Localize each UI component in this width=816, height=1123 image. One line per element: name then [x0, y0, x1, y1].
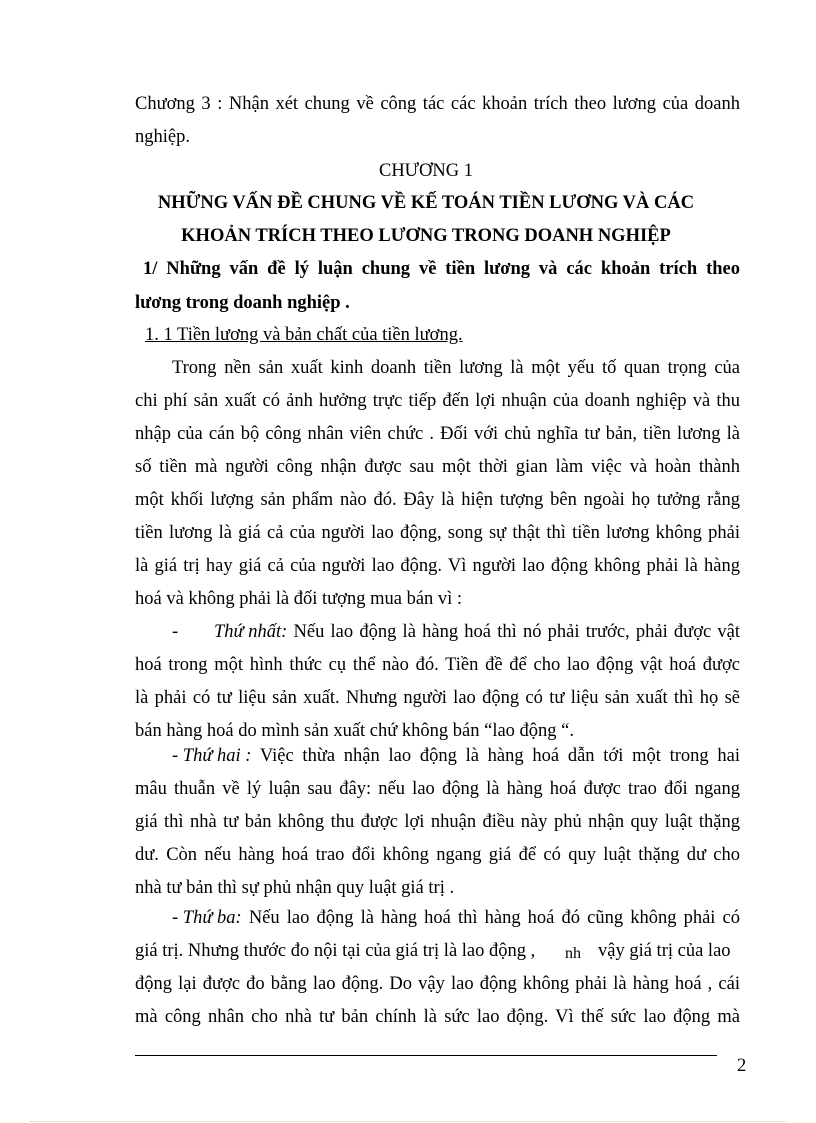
paragraph-line: hoá và không phải là đối tượng mua bán vì :	[135, 589, 463, 609]
bullet-text: Nếu lao động là hàng hoá thì nó phải trước, phải được vật	[287, 622, 740, 642]
paragraph-line: động lại được đo bằng lao động. Do vậy lao động không phải là hàng hoá , cái	[135, 974, 740, 994]
paragraph-line: dư. Còn nếu hàng hoá trao đổi không ngang giá để có quy luật thặng dư cho	[135, 845, 740, 865]
bullet-lead: - Thứ ba:	[172, 908, 242, 928]
paragraph-line: mâu thuẫn về lý luận sau đây: nếu lao động là hàng hoá được trao đổi ngang	[135, 779, 740, 799]
paragraph-line: là phải có tư liệu sản xuất. Nhưng người lao động có tư liệu sản xuất thì họ sẽ	[135, 688, 740, 708]
bullet-line	[172, 908, 740, 929]
footer-rule	[135, 1055, 717, 1056]
bullet-text: Việc thừa nhận lao động là hàng hoá dẫn tới một trong hai	[251, 746, 740, 766]
text-line: Chương 3 : Nhận xét chung về công tác các khoản trích theo lương của doanh	[135, 94, 740, 114]
bullet-text: Nếu lao động là hàng hoá thì hàng hoá đó cũng không phải có	[241, 908, 740, 928]
paragraph-line: số tiền mà người công nhận được sau một thời gian làm việc và hoàn thành	[135, 457, 740, 477]
page-bottom-edge	[30, 1121, 786, 1122]
paragraph-line	[135, 941, 740, 962]
paragraph-line: Trong nền sản xuất kinh doanh tiền lương là một yếu tố quan trọng của	[172, 358, 740, 378]
chapter-title-line-2: KHOẢN TRÍCH THEO LƯƠNG TRONG DOANH NGHIỆP	[181, 226, 671, 246]
text-fragment: nh	[565, 945, 581, 962]
bullet-dash: -	[172, 622, 179, 642]
bullet-lead: Thứ nhất:	[214, 622, 288, 642]
text-line: nghiệp.	[135, 127, 190, 147]
text-fragment: giá trị. Nhưng thước đo nội tại của giá trị là lao động ,	[135, 941, 536, 961]
paragraph-line: mà công nhân cho nhà tư bản chính là sức lao động. Vì thế sức lao động mà	[135, 1007, 740, 1027]
chapter-label: CHƯƠNG 1	[378, 161, 473, 181]
paragraph-line: chi phí sản xuất có ảnh hưởng trực tiếp đến lợi nhuận của doanh nghiệp và thu	[135, 391, 740, 411]
bullet-line	[172, 746, 740, 767]
paragraph-line: một khối lượng sản phẩm nào đó. Đây là hiện tượng bên ngoài họ tưởng rằng	[135, 490, 740, 510]
bullet-lead: - Thứ hai :	[172, 746, 252, 766]
bullet-line	[214, 622, 740, 643]
paragraph-line: nhập của cán bộ công nhân viên chức . Đối với chủ nghĩa tư bản, tiền lương là	[135, 424, 740, 444]
paragraph-line: nhà tư bản thì sự phủ nhận quy luật giá trị .	[135, 878, 455, 898]
paragraph-line: tiền lương là giá cả của người lao động, song sự thật thì tiền lương không phải	[135, 523, 740, 543]
section-heading-line-2: lương trong doanh nghiệp .	[135, 293, 350, 313]
subsection-heading: 1. 1 Tiền lương và bản chất của tiền lương.	[145, 325, 463, 345]
paragraph-line: giá thì nhà tư bản không thu được lợi nhuận điều này phủ nhận quy luật thặng	[135, 812, 740, 832]
section-heading-line-1: 1/ Những vấn đề lý luận chung về tiền lương và các khoản trích theo	[143, 259, 740, 279]
text-fragment: vậy giá trị của lao	[598, 941, 731, 961]
page-number: 2	[737, 1056, 747, 1076]
chapter-title-line-1: NHỮNG VẤN ĐỀ CHUNG VỀ KẾ TOÁN TIỀN LƯƠNG VÀ CÁC	[157, 193, 695, 213]
paragraph-line: là giá trị hay giá cả của người lao động. Vì người lao động không phải là hàng	[135, 556, 740, 576]
paragraph-line: hoá trong một hình thức cụ thể nào đó. Tiền đề để cho lao động vật hoá được	[135, 655, 740, 675]
paragraph-line: bán hàng hoá do mình sản xuất chứ không bán “lao động “.	[135, 721, 575, 741]
